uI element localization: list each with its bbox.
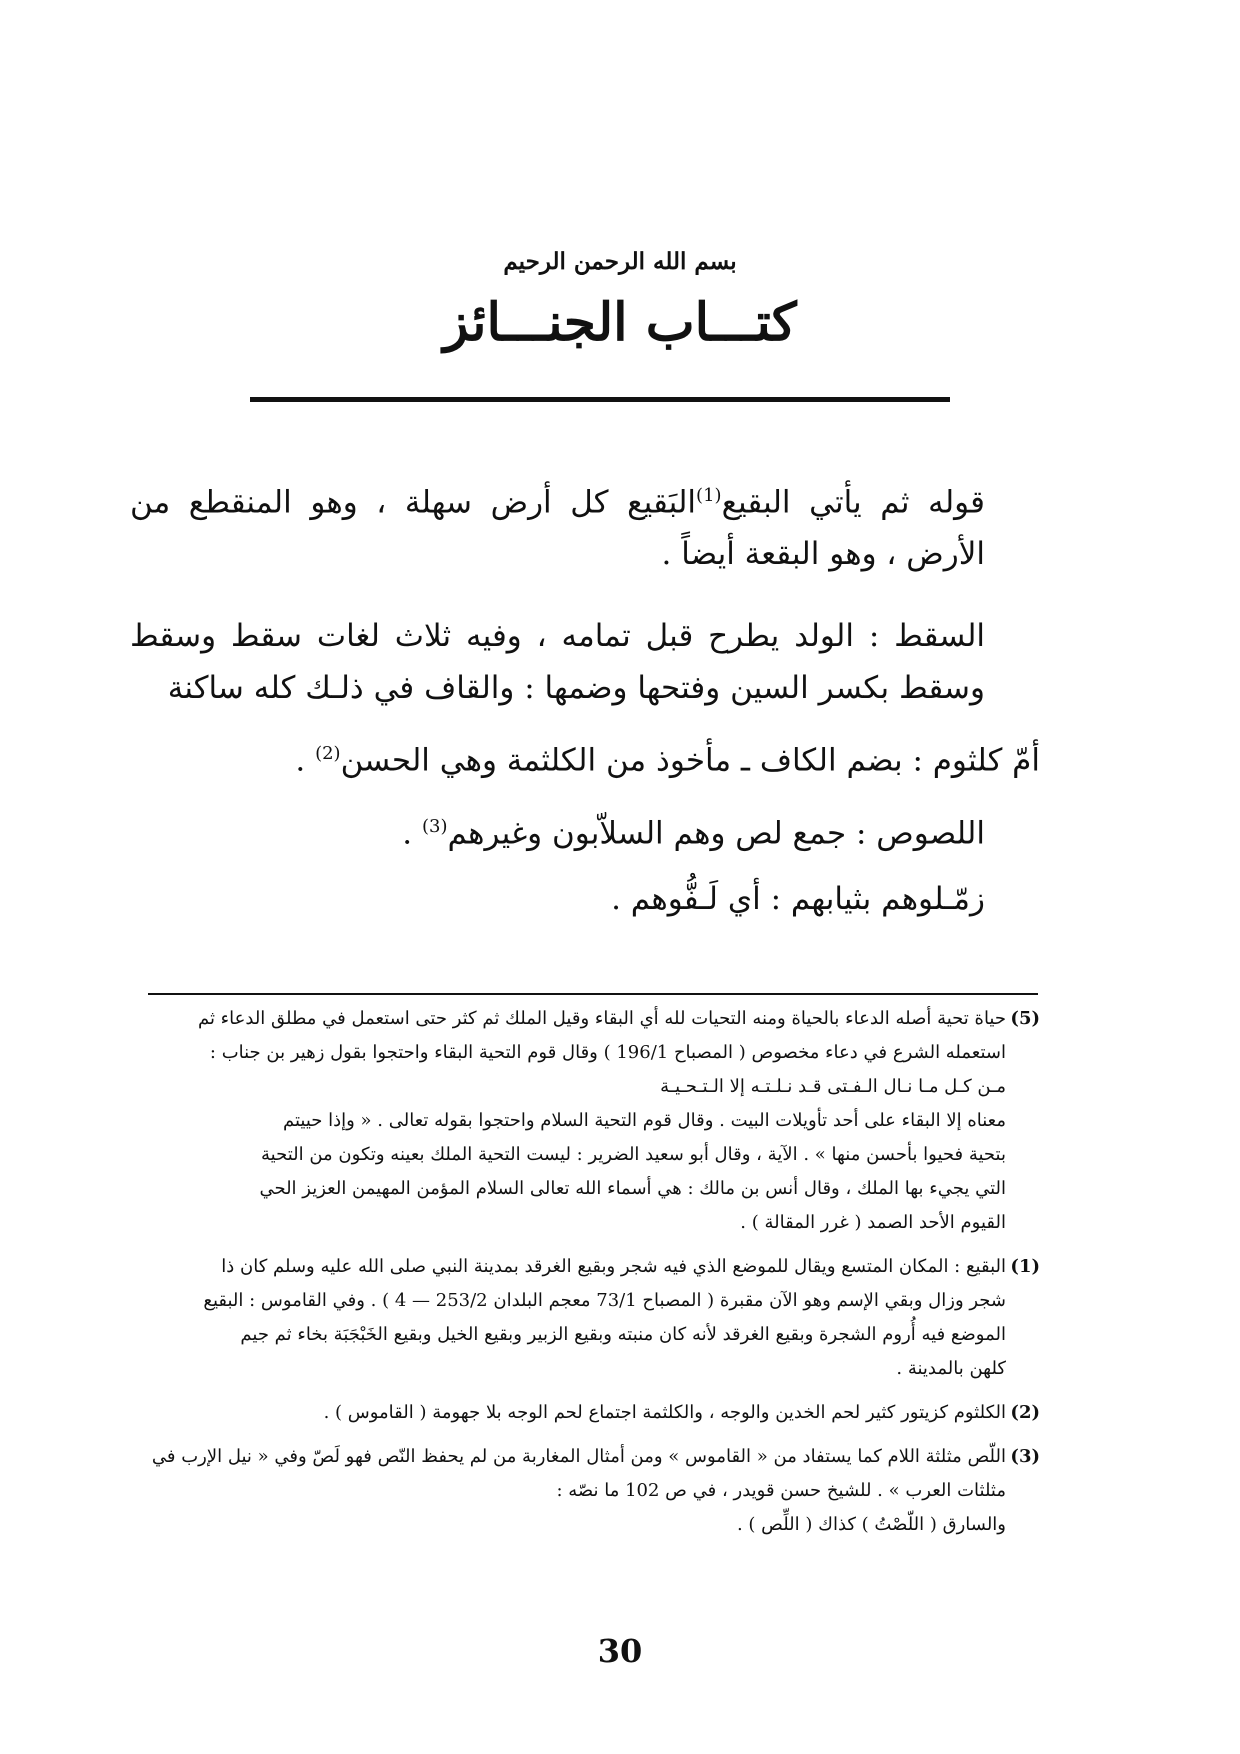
footnote-ref-3[interactable]: (3) xyxy=(422,815,448,837)
footnote-line: مثلثات العرب » . للشيخ حسن قويدر ، في ص 102 ما نصّه : xyxy=(556,1480,1006,1501)
footnote-line: القيوم الأحد الصمد ( غرر المقالة ) . xyxy=(740,1212,1006,1233)
footnote-5 xyxy=(140,1002,1040,1240)
footnote-number: (5) xyxy=(1010,1008,1040,1029)
chapter-title: كتـــاب الجنـــائز xyxy=(443,292,797,353)
paragraph-baqi-start: قوله ثم يأتي البقيع xyxy=(721,484,985,521)
footnote-ref-1[interactable]: (1) xyxy=(696,485,722,506)
paragraph-umm-kulthum-text: أمّ كلثوم : بضم الكاف ـ مأخوذ من الكلثمة وهي الحسن xyxy=(340,742,1040,779)
footnote-line: والسارق ( اللّصْتُ ) كذاك ( اللِّص ) . xyxy=(736,1514,1006,1535)
footnote-ref-2[interactable]: (2) xyxy=(315,743,341,765)
paragraph-baqi xyxy=(130,470,1040,580)
footnote-line: بتحية فحيوا بأحسن منها » . الآية ، وقال أبو سعيد الضرير : ليست التحية الملك بعينه وتكون من التحية xyxy=(261,1144,1006,1165)
paragraph-umm-kulthum-end: . xyxy=(295,742,316,779)
footnote-verse-line: مـن كـل مـا نـال الـفـتى قـد نـلـتـه إلا الـتـحـيـة xyxy=(660,1076,1006,1097)
footnote-2 xyxy=(140,1396,1040,1430)
footnote-divider xyxy=(148,993,1038,995)
footnote-1 xyxy=(140,1250,1040,1386)
paragraph-lusus xyxy=(130,801,1040,859)
footnote-line: حياة تحية أصله الدعاء بالحياة ومنه التحيات لله أي البقاء وقيل الملك ثم كثر حتى استعمل في مطلق الدعاء ثم xyxy=(197,1008,1006,1029)
footnote-line: اللّص مثلثة اللام كما يستفاد من « القاموس » ومن أمثال المغاربة من لم يحفظ النّص فهو لَصّ وفي « نيل الإرب في xyxy=(151,1446,1006,1467)
footnote-line: كلهن بالمدينة . xyxy=(896,1358,1006,1379)
footnote-3 xyxy=(140,1440,1040,1542)
footnote-line: معناه إلا البقاء على أحد تأويلات البيت . وقال قوم التحية السلام واحتجوا بقوله تعالى . « وإذا حييتم xyxy=(283,1110,1006,1131)
paragraph-umm-kulthum xyxy=(130,728,1040,786)
paragraph-lusus-end: . xyxy=(402,814,423,851)
footnote-line: الموضع فيه أُروم الشجرة وبقيع الغرقد لأنه كان منبته وبقيع الزبير وبقيع الخيل وبقيع الخَبْجَبَة بخاء ثم جيم xyxy=(240,1324,1006,1345)
paragraph-saqt-text: السقط : الولد يطرح قبل تمامه ، وفيه ثلاث لغات سقط وسقط وسقط بكسر السين وفتحها وضمها : والقاف في ذلـك كله ساكنة xyxy=(130,618,985,707)
paragraph-saqt xyxy=(130,610,1040,714)
footnote-line: التي يجيء بها الملك ، وقال أنس بن مالك : هي أسماء الله تعالى السلام المؤمن المهيمن العزيز الحي xyxy=(259,1178,1006,1199)
footnotes xyxy=(140,1002,1040,1552)
footnote-line: شجر وزال وبقي الإسم وهو الآن مقبرة ( المصباح 73/1 معجم البلدان 253/2 — 4 ) . وفي القاموس : البقيع xyxy=(203,1290,1006,1311)
paragraph-zammiluhum-text: زمّـلوهم بثيابهم : أي لَـفُّوهم . xyxy=(611,880,985,917)
footnote-text xyxy=(140,1250,1006,1386)
footnote-number: (2) xyxy=(1010,1402,1040,1423)
footnote-text xyxy=(140,1396,1006,1430)
paragraph-lusus-text: اللصوص : جمع لص وهم السلاّبون وغيرهم xyxy=(447,814,985,851)
footnote-text xyxy=(140,1002,1006,1240)
paragraph-baqi-rest: البَقيع كل أرض سهلة ، وهو المنقطع من الأرض ، وهو البقعة أيضاً . xyxy=(130,484,985,573)
title-divider xyxy=(250,397,950,402)
footnote-line: الكلثوم كزيتور كثير لحم الخدين والوجه ، والكلثمة اجتماع لحم الوجه بلا جهومة ( القاموس ) . xyxy=(323,1402,1006,1423)
footnote-line: البقيع : المكان المتسع ويقال للموضع الذي فيه شجر وبقيع الغرقد بمدينة النبي صلى الله عليه وسلم كان ذا xyxy=(221,1256,1006,1277)
footnote-number: (1) xyxy=(1010,1256,1040,1277)
footnote-text xyxy=(140,1440,1006,1542)
page-number: 30 xyxy=(597,1632,643,1670)
basmala-heading: بسم الله الرحمن الرحيم xyxy=(503,248,737,275)
main-text xyxy=(130,470,1040,955)
paragraph-zammiluhum xyxy=(130,873,1040,925)
footnote-number: (3) xyxy=(1010,1446,1040,1467)
footnote-line: استعمله الشرع في دعاء مخصوص ( المصباح 196/1 ) وقال قوم التحية البقاء واحتجوا بقول زهير بن جناب : xyxy=(209,1042,1006,1063)
